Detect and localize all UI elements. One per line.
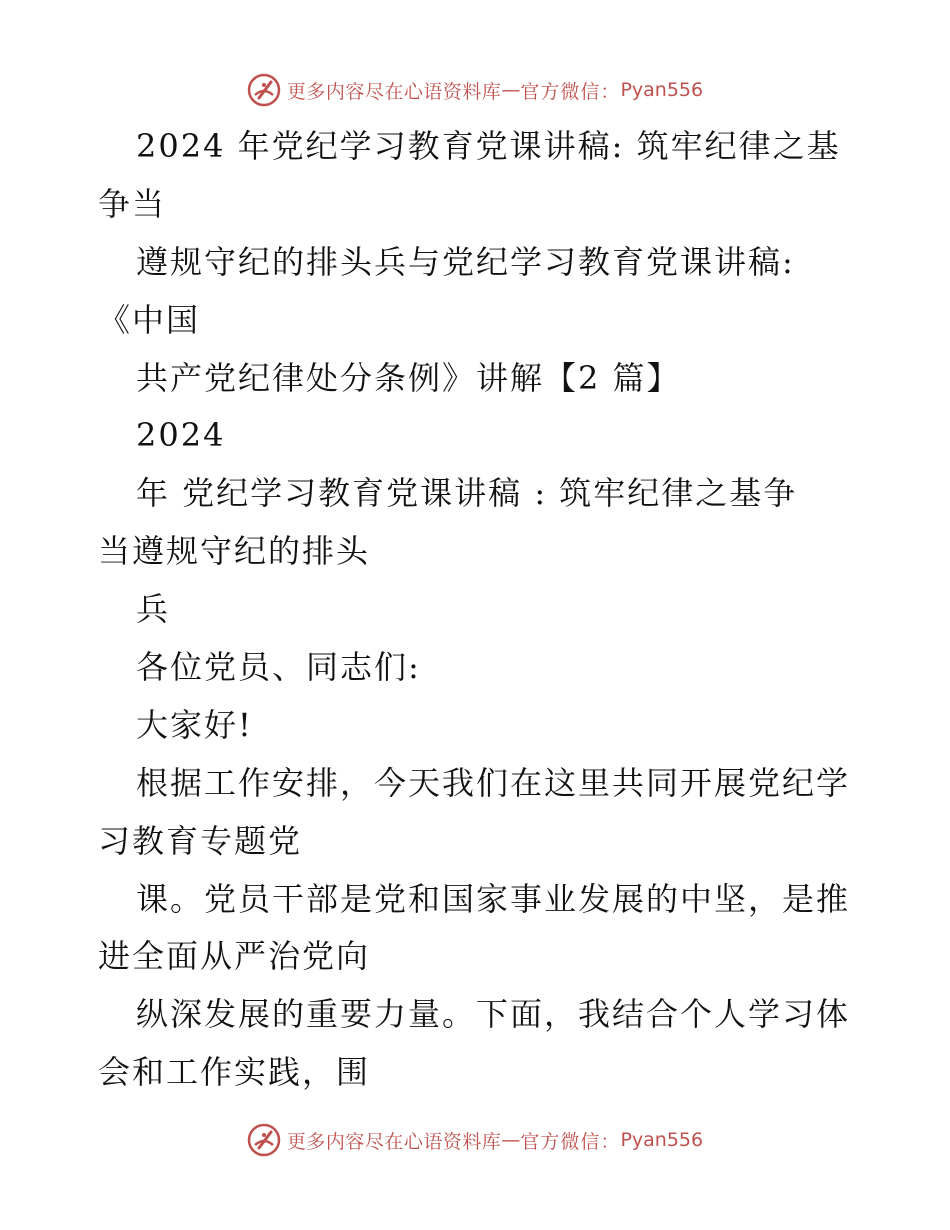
text-line: 大家好!	[136, 705, 253, 744]
text-line: 各位党员、同志们:	[136, 648, 421, 687]
watermark-wechat-label: 官方微信：	[520, 1130, 621, 1153]
text-line: 2024 年党纪学习教育党课讲稿: 筑牢纪律之基	[136, 127, 841, 165]
book-pen-logo-icon	[247, 73, 281, 107]
text-line: 当遵规守纪的排头	[98, 532, 371, 571]
watermark-main-text: 更多内容尽在心语资料库	[286, 1130, 502, 1153]
document-body	[98, 118, 858, 1102]
text-line: 进全面从严治党向	[98, 937, 371, 976]
text-line: 兵	[136, 590, 171, 629]
watermark-dash: —	[501, 1129, 521, 1151]
text-line: 争当	[98, 184, 167, 223]
text-line: 习教育专题党	[98, 821, 303, 860]
text-line: 会和工作实践，围	[98, 1053, 371, 1092]
text-line: 年 党纪学习教育党课讲稿 : 筑牢纪律之基争	[136, 474, 798, 513]
text-line: 共产党纪律处分条例》讲解【2 篇】	[136, 358, 681, 397]
watermark-wechat-id: Pyan556	[620, 1129, 704, 1151]
book-pen-logo-icon	[247, 1123, 281, 1157]
footer-watermark	[0, 1120, 950, 1160]
text-line: 2024	[136, 416, 226, 455]
text-line: 遵规守纪的排头兵与党纪学习教育党课讲稿:	[136, 242, 795, 281]
watermark-wechat-id: Pyan556	[620, 79, 704, 101]
watermark-wechat-label: 官方微信：	[520, 80, 621, 103]
text-line: 根据工作安排，今天我们在这里共同开展党纪学	[136, 763, 851, 802]
header-watermark	[0, 70, 950, 110]
text-line: 课。党员干部是党和国家事业发展的中坚，是推	[136, 879, 851, 918]
watermark-dash: —	[501, 79, 521, 101]
watermark-main-text: 更多内容尽在心语资料库	[286, 80, 502, 103]
text-line: 纵深发展的重要力量。下面，我结合个人学习体	[136, 995, 851, 1034]
text-line: 《中国	[98, 300, 201, 339]
